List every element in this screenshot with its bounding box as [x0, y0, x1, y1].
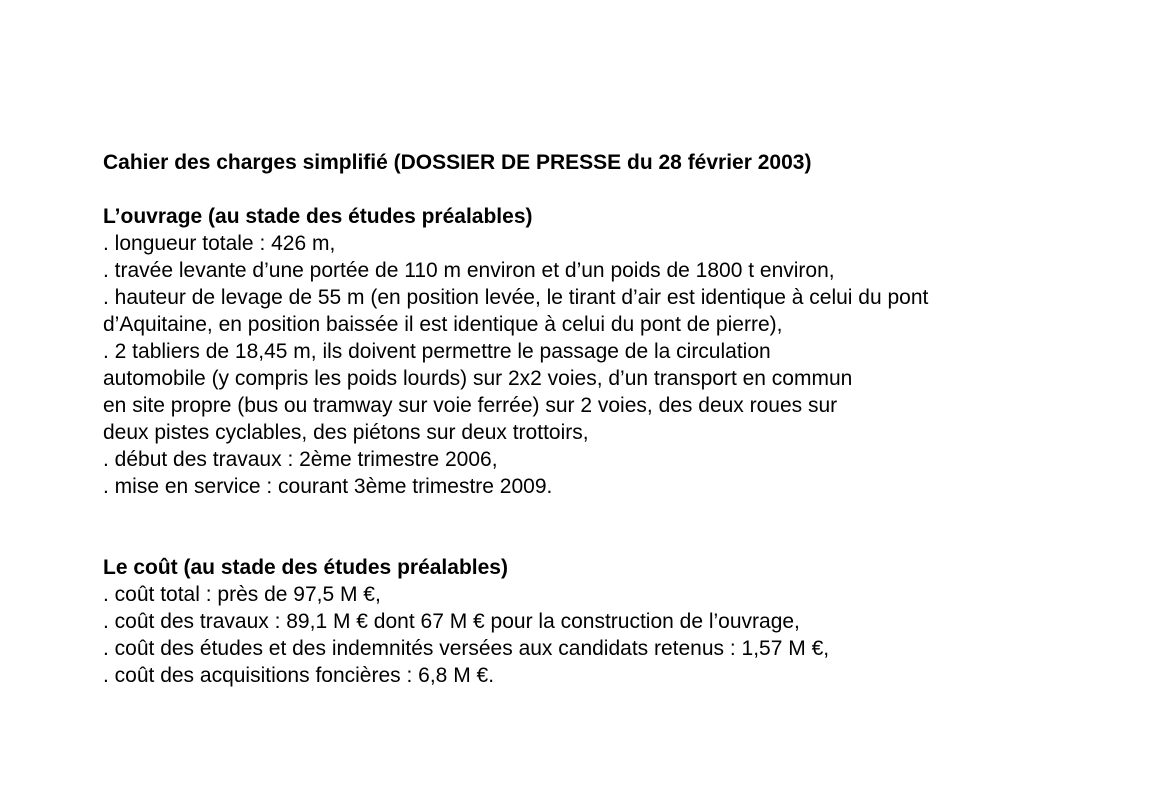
ouvrage-line: . travée levante d’une portée de 110 m environ et d’un poids de 1800 t environ,	[103, 259, 835, 282]
cout-line: . coût des études et des indemnités versées aux candidats retenus : 1,57 M €,	[103, 637, 830, 660]
ouvrage-line: en site propre (bus ou tramway sur voie ferrée) sur 2 voies, des deux roues sur	[103, 394, 838, 417]
cout-line: . coût des travaux : 89,1 M € dont 67 M € pour la construction de l’ouvrage,	[103, 610, 800, 633]
document-title: Cahier des charges simplifié (DOSSIER DE PRESSE du 28 février 2003)	[103, 151, 812, 174]
ouvrage-line: . longueur totale : 426 m,	[103, 232, 336, 255]
ouvrage-line: . 2 tabliers de 18,45 m, ils doivent permettre le passage de la circulation	[103, 340, 771, 363]
ouvrage-line: . début des travaux : 2ème trimestre 2006,	[103, 448, 498, 471]
section-ouvrage	[103, 203, 1163, 500]
cout-line: . coût total : près de 97,5 M €,	[103, 583, 381, 606]
section-heading-cout: Le coût (au stade des études préalables)	[103, 556, 508, 579]
section-heading-ouvrage: L’ouvrage (au stade des études préalables)	[103, 205, 533, 228]
cout-line: . coût des acquisitions foncières : 6,8 M €.	[103, 664, 495, 687]
document-body	[103, 149, 1163, 689]
section-cout	[103, 554, 1163, 689]
ouvrage-line: . mise en service : courant 3ème trimestre 2009.	[103, 475, 553, 498]
ouvrage-line: d’Aquitaine, en position baissée il est identique à celui du pont de pierre),	[103, 313, 783, 336]
ouvrage-line: . hauteur de levage de 55 m (en position levée, le tirant d’air est identique à celui du pont	[103, 286, 929, 309]
ouvrage-line: automobile (y compris les poids lourds) sur 2x2 voies, d’un transport en commun	[103, 367, 853, 390]
ouvrage-line: deux pistes cyclables, des piétons sur deux trottoirs,	[103, 421, 589, 444]
